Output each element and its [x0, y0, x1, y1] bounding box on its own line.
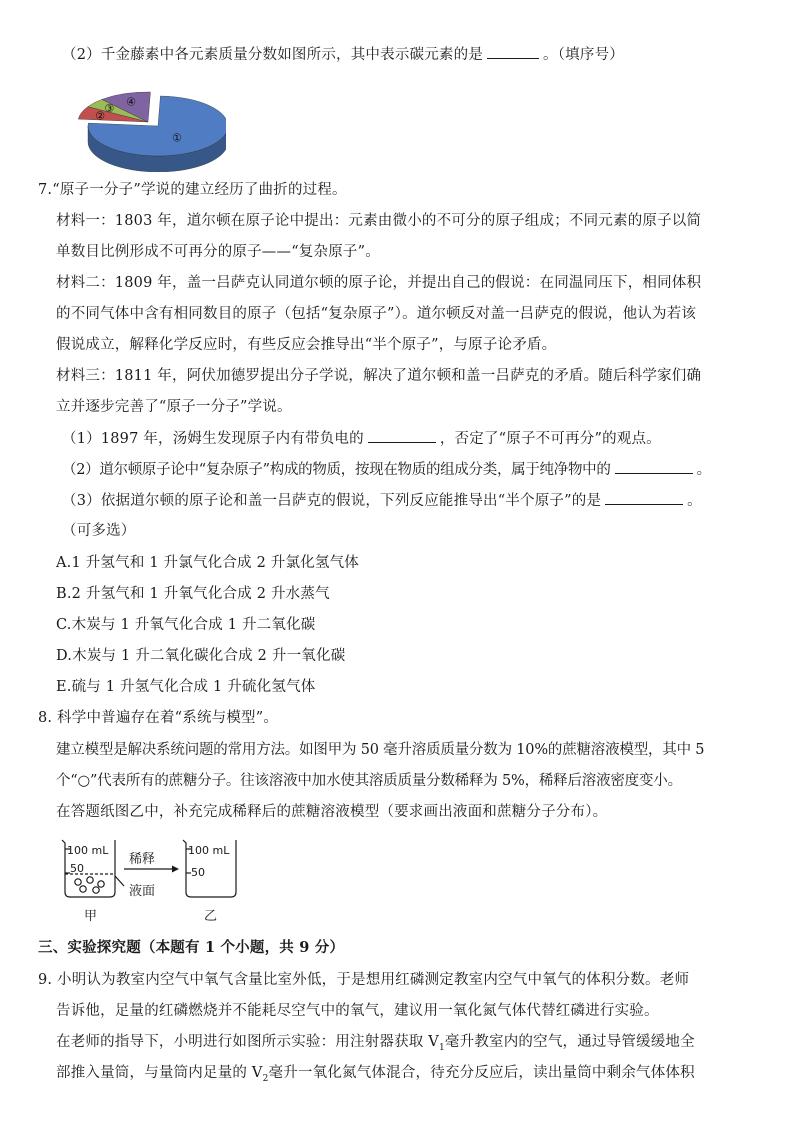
q6-2-text-after: 。（填序号）: [543, 47, 624, 63]
q7-option-b: B.2 升氢气和 1 升氧气化合成 2 升水蒸气: [56, 586, 330, 602]
answer-blank[interactable]: [368, 428, 436, 443]
q8-line2: 个“○”代表所有的蔗糖分子。往该溶液中加水使其溶质质量分数稀释为 5%，稀释后溶液密度变小。: [56, 773, 682, 789]
element-mass-pie-chart: [54, 80, 226, 172]
q7-sub3-note: （可多选）: [62, 523, 136, 539]
sugar-molecule: [98, 881, 104, 887]
beaker-b-100-label: 100 mL: [188, 844, 230, 857]
beaker-a-100-label: 100 mL: [67, 844, 109, 857]
q7-material1-line1: 材料一：1803 年，道尔顿在原子论中提出：元素由微小的不可分的原子组成；不同元素的原子以简: [56, 213, 702, 229]
q9-v1-subscript: 1: [438, 1042, 445, 1053]
beaker-a-50-label: 50: [70, 862, 84, 875]
q7-option-a: A.1 升氢气和 1 升氯气化合成 2 升氯化氢气体: [56, 555, 360, 571]
beaker-figure: [52, 834, 252, 926]
q7-material2-line3: 假说成立，解释化学反应时，有些反应会推导出“半个原子”，与原子论矛盾。: [56, 337, 557, 353]
q7-option-e: E.硫与 1 升氢气化合成 1 升硫化氢气体: [56, 679, 316, 695]
q7-sub1-text-after: ，否定了“原子不可再分”的观点。: [439, 431, 661, 447]
q7-sub3: [62, 490, 702, 511]
q7-option-d: D.木炭与 1 升二氧化碳化合成 2 升一氧化碳: [56, 648, 346, 664]
q7-sub3-text-after: 。: [687, 493, 702, 509]
q9-line4-text: 部推入量筒，与量筒内足量的 V: [56, 1065, 263, 1081]
q7-material3-line2: 立并逐步完善了“原子一分子”学说。: [56, 399, 292, 415]
q7-stem: 7.“原子一分子”学说的建立经历了曲折的过程。: [38, 182, 347, 198]
liquid-level-label: 液面: [129, 884, 156, 899]
q9-line3-text: 在老师的指导下，小明进行如图所示实验：用注射器获取 V: [56, 1034, 439, 1050]
q6-2-text: （2）千金藤素中各元素质量分数如图所示，其中表示碳元素的是: [62, 47, 484, 63]
beaker-b-50-label: 50: [191, 866, 205, 879]
section-heading: 三、实验探究题（本题有 1 个小题，共 9 分）: [38, 939, 345, 956]
q9-line3: [56, 1032, 695, 1058]
q7-material2-line1: 材料二：1809 年，盖一吕萨克认同道尔顿的原子论，并提出自己的假说：在同温同压下，相同体积: [56, 275, 702, 291]
pie-label-①: ①: [171, 131, 182, 145]
pie-label-④: ④: [126, 95, 137, 109]
q7-material3-line1: 材料三：1811 年，阿伏加德罗提出分子学说，解决了道尔顿和盖一吕萨克的矛盾。随后科学家们确: [56, 368, 702, 384]
answer-blank[interactable]: [615, 459, 693, 474]
q7-sub3-text: （3）依据道尔顿的原子论和盖一吕萨克的假说，下列反应能推导出“半个原子”的是: [62, 493, 602, 509]
q9-line1: 9. 小明认为教室内空气中氧气含量比室外低，于是想用红磷测定教室内空气中氧气的体积分数。老师: [38, 972, 690, 988]
q9-line3-text-after: 毫升教室内的空气，通过导管缓缓地全: [444, 1034, 695, 1050]
answer-blank[interactable]: [605, 490, 683, 505]
q7-material1-line2: 单数目比例形成不可再分的原子——“复杂原子”。: [56, 244, 380, 260]
q8-line1: 建立模型是解决系统问题的常用方法。如图甲为 50 毫升溶质质量分数为 10%的蔗糖溶液模型，其中 5: [56, 742, 705, 758]
q7-sub2-text-after: 。: [696, 462, 711, 478]
q7-sub2-text: （2）道尔顿原子论中“复杂原子”构成的物质，按现在物质的组成分类，属于纯净物中的: [62, 462, 611, 478]
caption-a: 甲: [84, 909, 98, 924]
q7-sub1: [62, 428, 661, 449]
q7-option-c: C.木炭与 1 升氧气化合成 1 升二氧化碳: [56, 617, 316, 633]
sugar-molecule: [93, 887, 99, 893]
sugar-molecule: [75, 879, 81, 885]
answer-blank[interactable]: [487, 44, 539, 59]
q9-line2: 告诉他，足量的红磷燃烧并不能耗尽空气中的氧气，建议用一氧化氮气体代替红磷进行实验。: [56, 1003, 659, 1019]
q8-line3: 在答题纸图乙中，补充完成稀释后的蔗糖溶液模型（要求画出液面和蔗糖分子分布）。: [56, 804, 608, 820]
q7-sub2: [62, 459, 711, 480]
q6-2-line: [62, 44, 624, 65]
pie-label-②: ②: [95, 109, 106, 123]
q9-line4-text-after: 毫升一氧化氮气体混合，待充分反应后，读出量筒中剩余气体体积: [268, 1065, 695, 1081]
pie-label-③: ③: [104, 102, 115, 116]
q7-material2-line2: 的不同气体中含有相同数目的原子（包括“复杂原子”）。道尔顿反对盖一吕萨克的假说，他认为若该: [56, 306, 697, 322]
sugar-molecule: [87, 877, 93, 883]
q9-v2-subscript: 2: [262, 1073, 269, 1084]
caption-b: 乙: [204, 909, 218, 924]
q7-sub1-text: （1）1897 年，汤姆生发现原子内有带负电的: [62, 431, 364, 447]
q9-line4: [56, 1063, 695, 1089]
arrow-label: 稀释: [129, 852, 156, 867]
sugar-molecule: [80, 886, 86, 892]
q8-stem: 8. 科学中普遍存在着“系统与模型”。: [38, 710, 279, 726]
